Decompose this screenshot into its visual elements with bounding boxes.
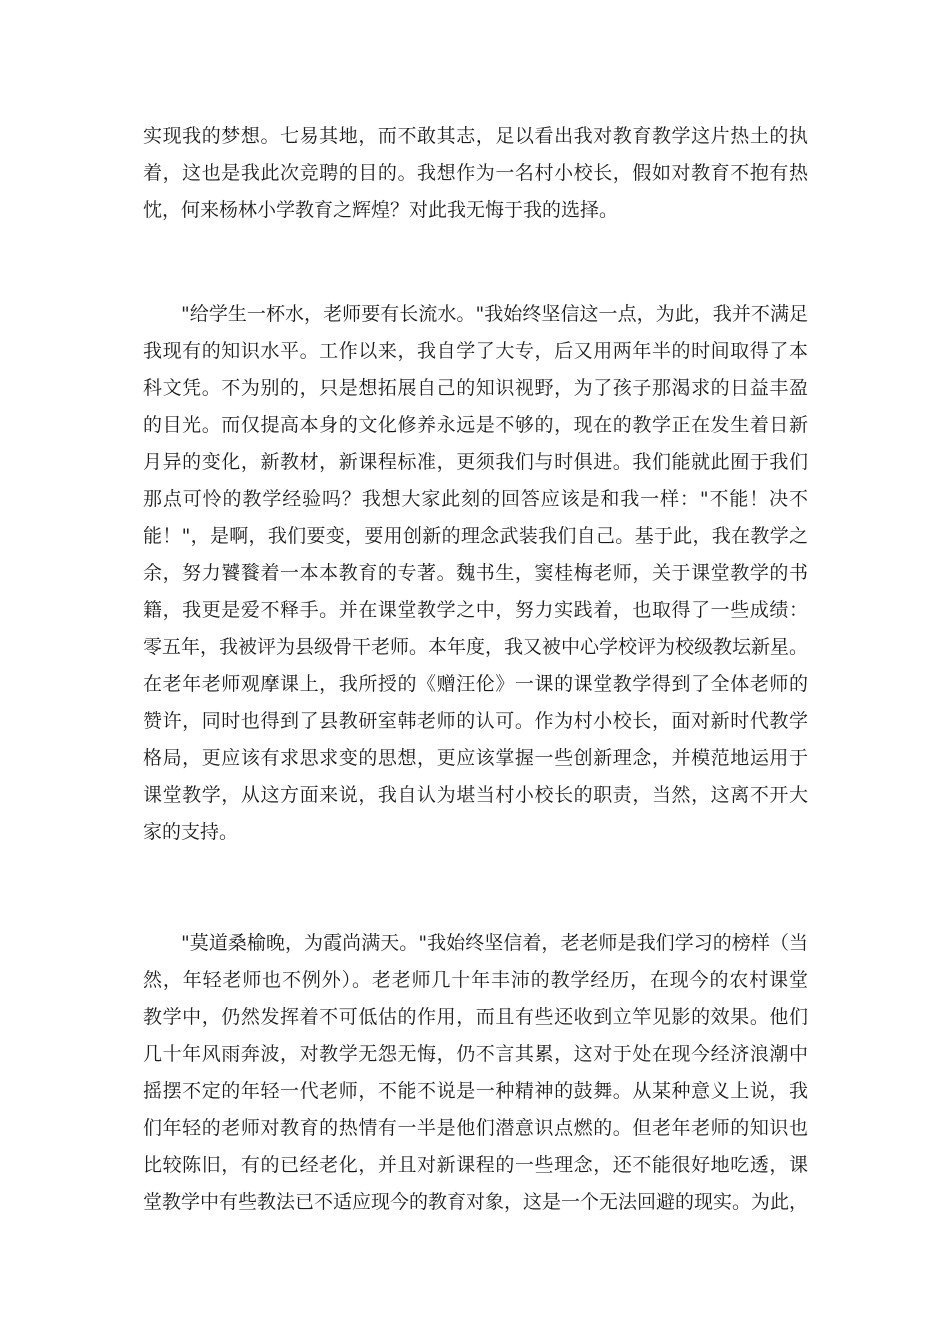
text-line: 实现我的梦想。七易其地，而不敢其志，足以看出我对教育教学这片热土的执 xyxy=(143,125,808,147)
text-line: 比较陈旧，有的已经老化，并且对新课程的一些理念，还不能很好地吃透，课 xyxy=(143,1154,808,1176)
paragraph-2 xyxy=(143,296,808,851)
text-line: 的目光。而仅提高本身的文化修养永远是不够的，现在的教学正在发生着日新 xyxy=(143,414,808,436)
text-line: 课堂教学，从这方面来说，我自认为堪当村小校长的职责，当然，这离不开大 xyxy=(143,784,808,806)
text-line: 那点可怜的教学经验吗？我想大家此刻的回答应该是和我一样："不能！决不 xyxy=(143,488,808,510)
text-line: 赞许，同时也得到了县教研室韩老师的认可。作为村小校长，面对新时代教学 xyxy=(143,710,808,732)
text-line: 们年轻的老师对教育的热情有一半是他们潜意识点燃的。但老年老师的知识也 xyxy=(143,1117,808,1139)
text-line: 着，这也是我此次竞聘的目的。我想作为一名村小校长，假如对教育不抱有热 xyxy=(143,162,808,184)
text-line: 格局，更应该有求思求变的思想，更应该掌握一些创新理念，并模范地运用于 xyxy=(143,747,808,769)
text-line: 零五年，我被评为县级骨干老师。本年度，我又被中心学校评为校级教坛新星。 xyxy=(143,636,809,658)
paragraph-1 xyxy=(143,118,808,229)
text-line: 余，努力饕餮着一本本教育的专著。魏书生，窦桂梅老师，关于课堂教学的书 xyxy=(143,562,808,584)
text-line: 家的支持。 xyxy=(143,821,239,843)
text-line: 几十年风雨奔波，对教学无怨无悔，仍不言其累，这对于处在现今经济浪潮中 xyxy=(143,1043,808,1065)
text-line: 在老年老师观摩课上，我所授的《赠汪伦》一课的课堂教学得到了全体老师的 xyxy=(143,673,808,695)
text-line: 教学中，仍然发挥着不可低估的作用，而且有些还收到立竿见影的效果。他们 xyxy=(143,1006,808,1028)
text-line: 然，年轻老师也不例外）。老老师几十年丰沛的教学经历，在现今的农村课堂 xyxy=(143,969,808,991)
text-line: 籍，我更是爱不释手。并在课堂教学之中，努力实践着，也取得了一些成绩： xyxy=(143,599,808,621)
text-line: 月异的变化，新教材，新课程标准，更须我们与时俱进。我们能就此囿于我们 xyxy=(143,451,808,473)
text-line: 科文凭。不为别的，只是想拓展自己的知识视野，为了孩子那渴求的日益丰盈 xyxy=(143,377,808,399)
text-line: "莫道桑榆晚，为霞尚满天。"我始终坚信着，老老师是我们学习的榜样（当 xyxy=(181,932,808,954)
text-line: 堂教学中有些教法已不适应现今的教育对象，这是一个无法回避的现实。为此， xyxy=(143,1191,809,1213)
text-line: "给学生一杯水，老师要有长流水。"我始终坚信这一点，为此，我并不满足 xyxy=(181,303,808,325)
text-line: 能！"，是啊，我们要变，要用创新的理念武装我们自己。基于此，我在教学之 xyxy=(143,525,808,547)
paragraph-3 xyxy=(143,925,808,1221)
text-line: 摇摆不定的年轻一代老师，不能不说是一种精神的鼓舞。从某种意义上说，我 xyxy=(143,1080,808,1102)
text-line: 忱，何来杨林小学教育之辉煌？对此我无悔于我的选择。 xyxy=(143,199,619,221)
text-line: 我现有的知识水平。工作以来，我自学了大专，后又用两年半的时间取得了本 xyxy=(143,340,808,362)
